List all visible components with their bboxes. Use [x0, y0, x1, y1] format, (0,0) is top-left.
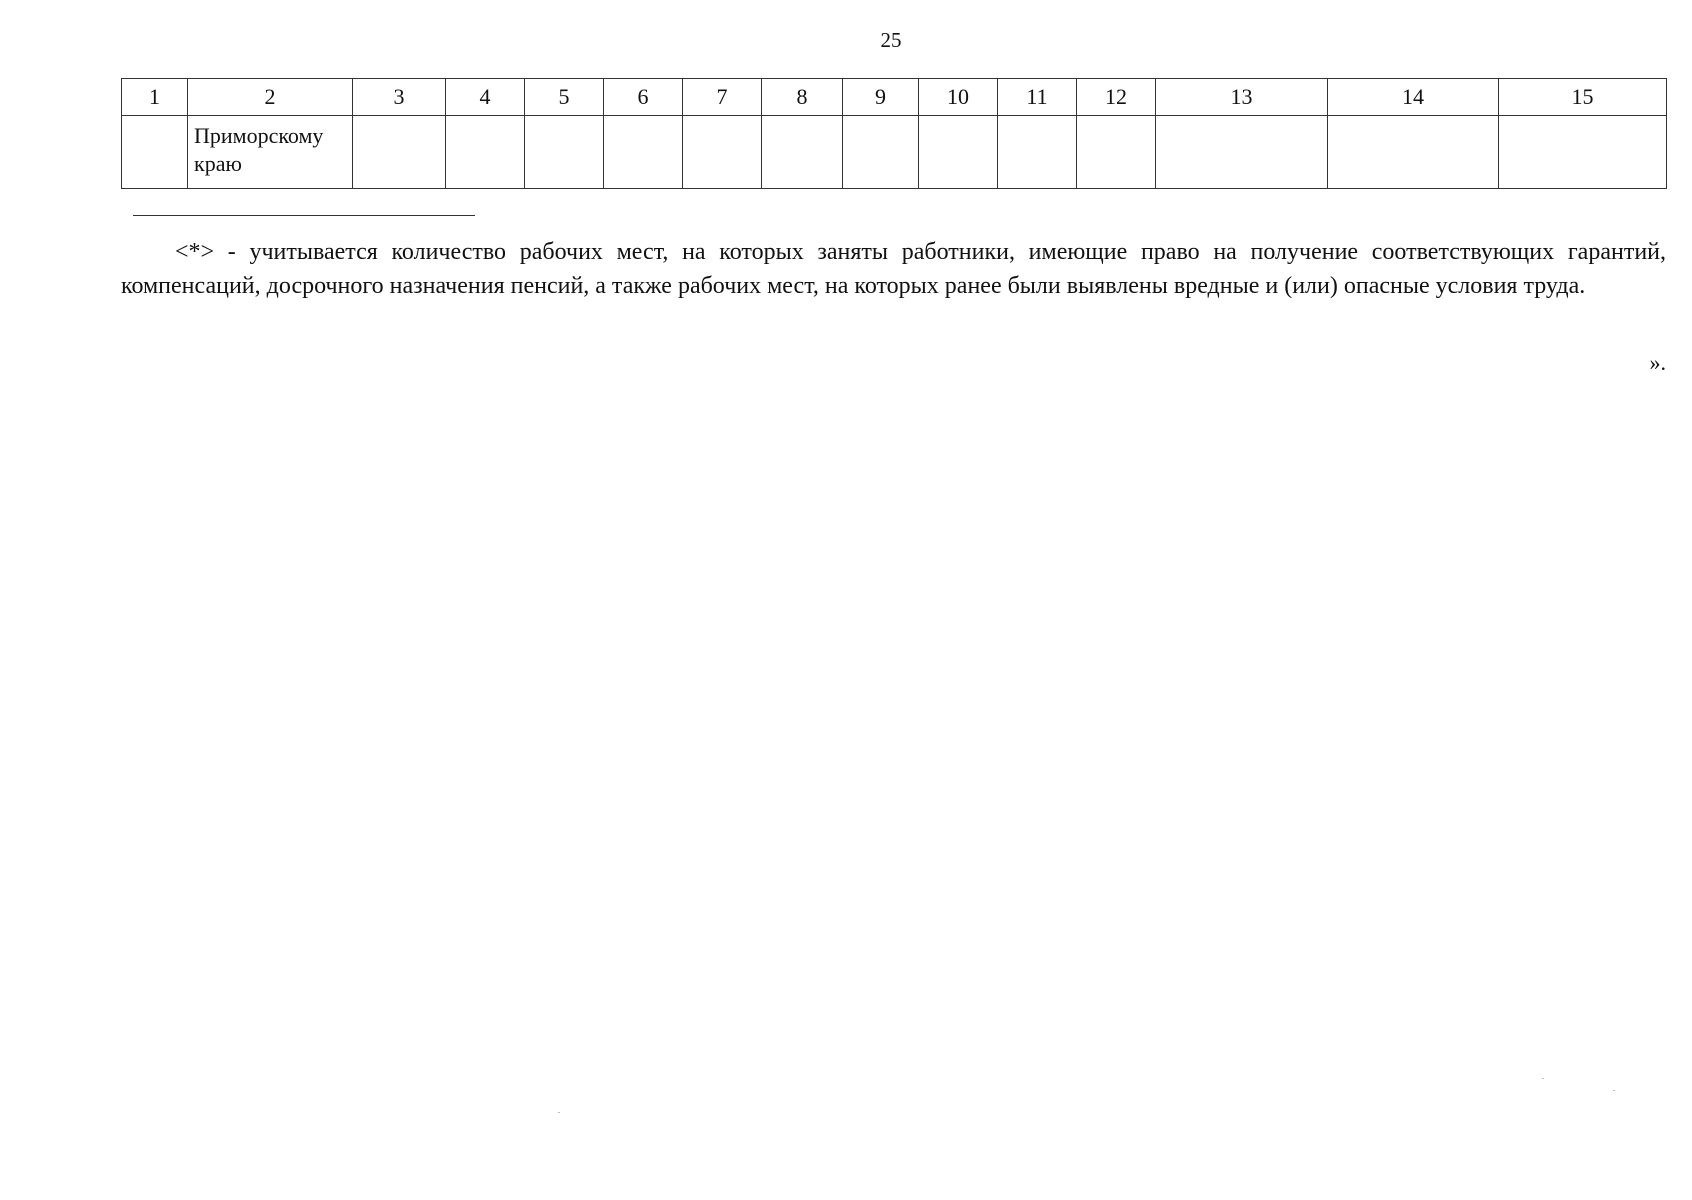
column-header: 7: [683, 79, 762, 116]
scan-speck: [1542, 1078, 1544, 1079]
table-cell: [446, 116, 525, 189]
scan-speck: [1613, 1090, 1615, 1091]
column-header: 12: [1077, 79, 1156, 116]
table-cell: [1328, 116, 1499, 189]
column-header: 9: [843, 79, 919, 116]
scan-speck: [558, 1112, 560, 1113]
column-header: 1: [122, 79, 188, 116]
column-header: 10: [919, 79, 998, 116]
table-cell: [1156, 116, 1328, 189]
table-cell: [762, 116, 843, 189]
table-cell: [1499, 116, 1667, 189]
region-cell: Приморскому краю: [188, 116, 353, 189]
column-header: 6: [604, 79, 683, 116]
column-header: 13: [1156, 79, 1328, 116]
footnote-text: <*> - учитывается количество рабочих мест, на которых заняты работники, имеющие право на получение соответствующих гарантий, компенсаций, досрочного назначения пенсий, а также рабочих мест, на которых ранее были выявлены вредные и (или) опасные условия труда.: [121, 239, 1666, 299]
table-cell: [353, 116, 446, 189]
table-cell: [1077, 116, 1156, 189]
table-cell: [998, 116, 1077, 189]
column-header: 8: [762, 79, 843, 116]
table-header-row: [122, 79, 1667, 116]
footnote-separator: [133, 215, 475, 216]
table-cell: [683, 116, 762, 189]
table-cell: [919, 116, 998, 189]
page-number: 25: [880, 28, 902, 52]
column-header: 14: [1328, 79, 1499, 116]
table-cell: [604, 116, 683, 189]
column-header: 2: [188, 79, 353, 116]
table-cell: [843, 116, 919, 189]
column-header: 11: [998, 79, 1077, 116]
column-header: 5: [525, 79, 604, 116]
closing-quote: ».: [1649, 350, 1666, 375]
table-cell: [525, 116, 604, 189]
data-table: [121, 78, 1667, 189]
column-header: 3: [353, 79, 446, 116]
column-header: 15: [1499, 79, 1667, 116]
column-header: 4: [446, 79, 525, 116]
table-row: [122, 116, 1667, 189]
table-cell: [122, 116, 188, 189]
